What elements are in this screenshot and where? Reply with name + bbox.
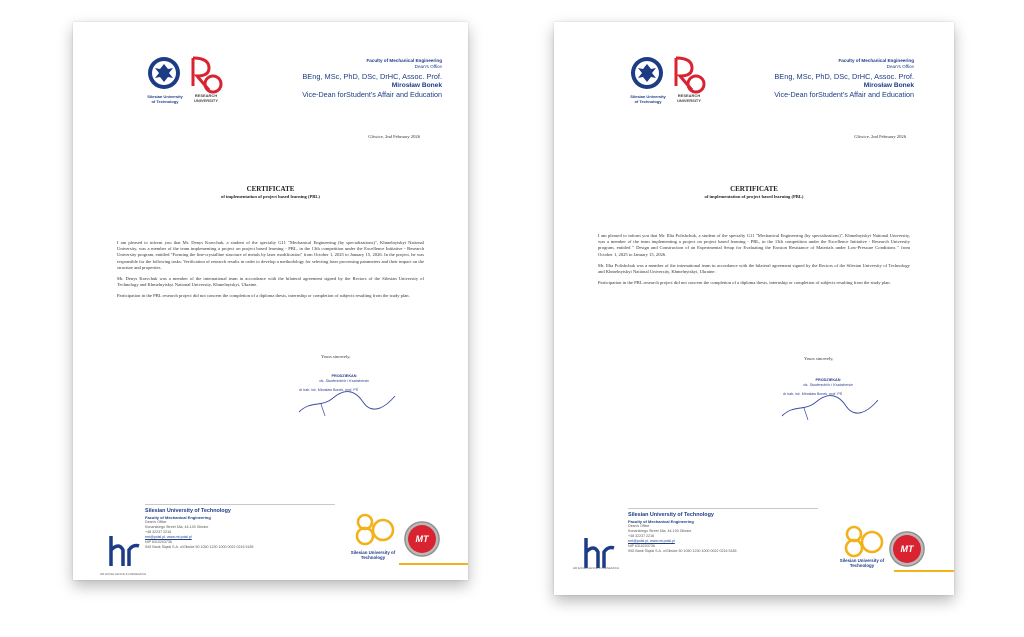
footer-contact-block	[145, 508, 345, 550]
mt-seal-label: MT	[415, 534, 429, 544]
seal-caption: Silesian University of Technology	[147, 94, 183, 104]
letter-body	[598, 233, 910, 291]
accent-line-footer	[399, 563, 468, 565]
certificate-subtitle: of implementation of project based learning (PBL)	[704, 194, 804, 199]
letter-body	[117, 240, 424, 305]
footer-nip: NIP 6310203736	[628, 544, 655, 548]
office-name: Dean's Office	[414, 64, 442, 69]
stamp-name: dr hab. inż. Mirosław Bonek, prof. PŚ	[299, 388, 359, 392]
faculty-name: Faculty of Mechanical Engineering	[838, 58, 914, 63]
letter-date: Gliwice, 2nd February 2026	[854, 134, 906, 139]
body-paragraph-1: I am pleased to inform you that Mr. Illia Polishchuk, a student of the specialty G11 "Mechanical Engineering (by specializations)", Khmelnytskyi National University, was a member of the team implementing a project on project based learning - PBL, in the 13th competition under the Excellence Initiative - Research University program, entitled " Design and Construction of an Experimental Setup for Evaluating the Erosion Resistance of Materials under Low-Pressure Conditions " from October 1, 2025 to January 15, 2026.	[598, 233, 910, 257]
seal-caption: Silesian University of Technology	[630, 94, 666, 104]
letter-date: Gliwice, 2nd February 2026	[368, 134, 420, 139]
signatory-degrees: BEng, MSc, PhD, DSc, DrHC, Assoc. Prof.	[774, 72, 914, 81]
footer-faculty: Faculty of Mechanical Engineering	[628, 519, 694, 524]
footer-contact-block	[628, 512, 828, 554]
body-paragraph-3: Participation in the PBL research project did not concern the completion of a diploma thesis, internship or completion of subjects resulting from the study plan.	[117, 293, 410, 299]
anniversary-80-logo	[840, 520, 884, 578]
footer-bank: ING Bank Śląski S.A. o/Gliwice 50 1050 1230 1000 0022 0216 5185	[628, 549, 737, 553]
stamp-title: PRODZIEKAN	[815, 378, 841, 382]
signatory-name: Mirosław Bonek	[863, 82, 914, 89]
signatory-name: Mirosław Bonek	[391, 82, 442, 89]
handwritten-signature	[291, 382, 401, 418]
accent-line-footer	[894, 570, 954, 572]
footer-address: Konarskiego Street 18a, 44-100 Gliwice	[145, 525, 209, 529]
signatory-role: Vice-Dean forStudent's Affair and Education	[302, 90, 442, 99]
letterhead-logos	[630, 56, 730, 118]
footer-email-link[interactable]: rmt@polsl.pl, www.mt.polsl.pl	[145, 535, 192, 539]
closing-salutation: Yours sincerely,	[321, 354, 351, 359]
footer-nip: NIP 6310203736	[145, 540, 172, 544]
letterhead-header	[252, 58, 442, 99]
mt-seal-label: MT	[900, 544, 914, 554]
footer-office: Dean's Office	[628, 524, 650, 528]
research-university-caption: RESEARCH UNIVERSITY	[193, 93, 218, 103]
closing-salutation: Yours sincerely,	[804, 356, 834, 361]
letterhead-header	[724, 58, 914, 99]
body-paragraph-1: I am pleased to inform you that Mr. Denys Kravchuk, a student of the specialty G11 "Mechanical Engineering (by specializations)", Khmelnytskyi National University, was a member of the team implementing a project on project based learning - PBL, in the 13th competition under the Excellence Initiative - Research University program, entitled "Forming the fine-crystalline structure of metals by laser modification" from October 1, 2025 to January 15, 2026. In the project, he was responsible for the following tasks: Verification of research results in order to develop a methodology for selecting laser processing parameters and their impact on the structure and properties.	[117, 240, 424, 270]
stamp-name: dr hab. inż. Mirosław Bonek, prof. PŚ	[783, 392, 843, 396]
footer-divider	[628, 508, 818, 509]
footer-email-link[interactable]: rmt@polsl.pl, www.mt.polsl.pl	[628, 539, 675, 543]
handwritten-signature	[774, 386, 884, 422]
stamp-department: ds. Studenckich i Kształcenia	[803, 383, 853, 387]
anniversary-caption: Silesian University of Technology	[350, 550, 396, 561]
hr-excellence-caption: HR EXCELLENCE IN RESEARCH	[99, 572, 147, 576]
research-university-logo	[670, 56, 708, 118]
certificate-subtitle: of implementation of project based learning (PBL)	[221, 194, 320, 199]
office-name: Dean's Office	[886, 64, 914, 69]
footer-office: Dean's Office	[145, 520, 167, 524]
hr-excellence-caption: HR EXCELLENCE IN RESEARCH	[572, 566, 620, 570]
certificate-page-left	[73, 22, 468, 580]
footer-university: Silesian University of Technology	[628, 512, 714, 518]
footer-bank: ING Bank Śląski S.A. o/Gliwice 50 1050 1230 1000 0022 0216 5185	[145, 545, 254, 549]
footer-phone: +48 32237 2216	[628, 534, 655, 538]
letterhead-logos	[147, 56, 247, 118]
certificate-page-right	[554, 22, 954, 595]
university-seal-logo	[147, 56, 181, 90]
stamp-title: PRODZIEKAN	[331, 374, 357, 378]
footer-faculty: Faculty of Mechanical Engineering	[145, 515, 211, 520]
stamp-department: ds. Studenckich i Kształcenia	[319, 379, 369, 383]
footer-address: Konarskiego Street 18a, 44-100 Gliwice	[628, 529, 692, 533]
body-paragraph-3: Participation in the PBL research project did not concern the completion of a diploma thesis, internship or completion of subjects resulting from the study plan.	[598, 280, 891, 286]
footer-phone: +48 32237 2216	[145, 530, 172, 534]
footer-university: Silesian University of Technology	[145, 508, 231, 514]
body-paragraph-2: Mr. Denys Kravchuk was a member of the international team in accordance with the bilateral agreement signed by the Rectors of the Silesian University of Technology and Khmelnytskyi National University, Khmelnytskyi, Ukraine.	[117, 276, 424, 288]
research-university-caption: RESEARCH UNIVERSITY	[676, 93, 701, 103]
certificate-title: CERTIFICATE	[246, 185, 295, 193]
footer-divider	[145, 504, 335, 505]
signatory-degrees: BEng, MSc, PhD, DSc, DrHC, Assoc. Prof.	[302, 72, 442, 81]
certificate-title: CERTIFICATE	[730, 185, 778, 193]
body-paragraph-2: Mr. Illia Polishchuk was a member of the international team in accordance with the bilateral agreement signed by the Rectors of the Silesian University of Technology and Khmelnytskyi National University, Khmelnytskyi, Ukraine.	[598, 262, 910, 275]
research-university-logo	[187, 56, 225, 118]
faculty-name: Faculty of Mechanical Engineering	[366, 58, 442, 63]
anniversary-caption: Silesian University of Technology	[839, 558, 885, 569]
hr-excellence-logo	[107, 530, 141, 570]
university-seal-logo	[630, 56, 664, 90]
signatory-role: Vice-Dean forStudent's Affair and Education	[774, 90, 914, 99]
